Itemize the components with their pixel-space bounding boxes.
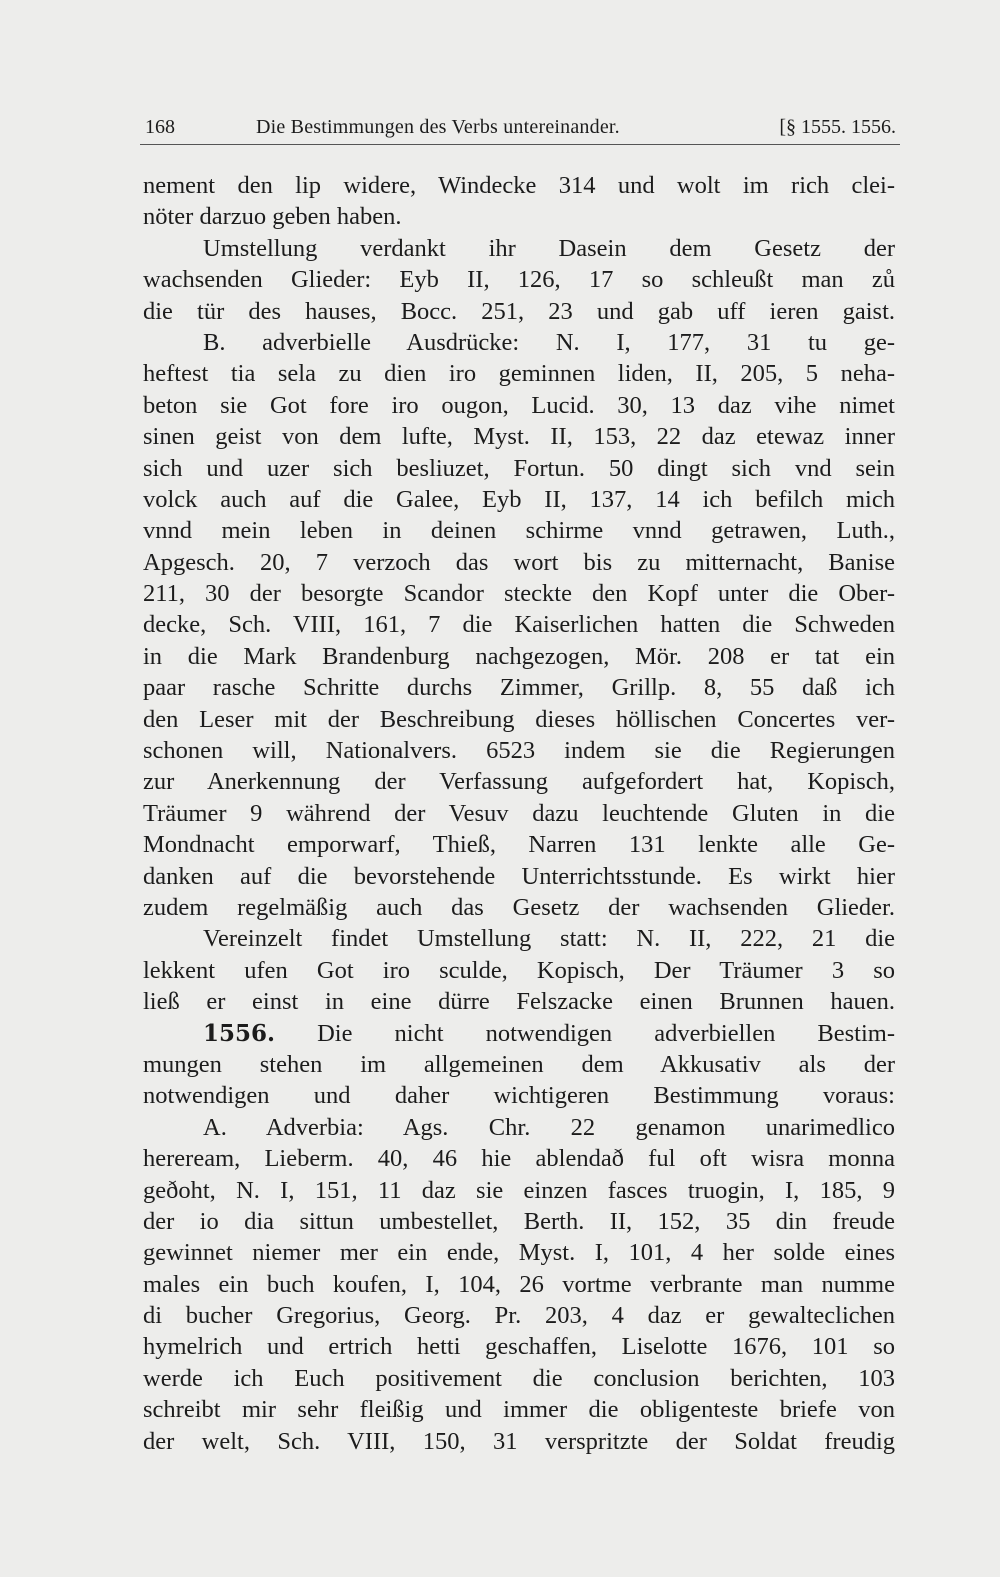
section-reference: [§ 1555. 1556.	[779, 116, 896, 138]
running-title: Die Bestimmungen des Verbs untereinander.	[256, 116, 620, 138]
text-line: Vereinzelt findet Umstellung statt: N. II, 222, 21 die	[203, 925, 895, 953]
text-line: wachsenden Glieder: Eyb II, 126, 17 so schleußt man zů	[143, 266, 895, 294]
text-line: zur Anerkennung der Verfassung aufgefordert hat, Kopisch,	[143, 768, 895, 796]
text-line: hereream, Lieberm. 40, 46 hie ablendað ful oft wisra monna	[143, 1145, 895, 1173]
text-line: den Leser mit der Beschreibung dieses höllischen Concertes ver-	[143, 705, 895, 733]
text-line: sich und uzer sich besliuzet, Fortun. 50 dingt sich vnd sein	[143, 454, 895, 482]
text-line: nement den lip widere, Windecke 314 und wolt im rich clei-	[143, 172, 895, 199]
text-line: di bucher Gregorius, Georg. Pr. 203, 4 daz er gewalteclichen	[143, 1302, 895, 1330]
text-line: in die Mark Brandenburg nachgezogen, Mör. 208 er tat ein	[143, 642, 895, 670]
text-line: Träumer 9 während der Vesuv dazu leuchtende Gluten in die	[143, 799, 895, 827]
text-line: sinen geist von dem lufte, Myst. II, 153, 22 daz etewaz inner	[143, 423, 895, 451]
text-line: geðoht, N. I, 151, 11 daz sie einzen fasces truogin, I, 185, 9	[143, 1176, 895, 1204]
text-line: Apgesch. 20, 7 verzoch das wort bis zu mitternacht, Banise	[143, 548, 895, 576]
text-line: decke, Sch. VIII, 161, 7 die Kaiserlichen hatten die Schweden	[143, 611, 895, 639]
text-line: nöter darzuo geben haben.	[143, 203, 402, 231]
text-line: paar rasche Schritte durchs Zimmer, Grillp. 8, 55 daß ich	[143, 674, 895, 702]
text-line: males ein buch koufen, I, 104, 26 vortme verbrante man numme	[143, 1270, 895, 1298]
text-line: lekkent ufen Got iro sculde, Kopisch, Der Träumer 3 so	[143, 956, 895, 984]
text-line: schonen will, Nationalvers. 6523 indem sie die Regierungen	[143, 737, 895, 765]
text-line: der io dia sittun umbestellet, Berth. II, 152, 35 din freude	[143, 1207, 895, 1235]
section-start-line	[143, 1018, 895, 1049]
text-line: notwendigen und daher wichtigeren Bestimmung voraus:	[143, 1082, 895, 1110]
text-line: zudem regelmäßig auch das Gesetz der wachsenden Glieder.	[143, 893, 895, 921]
text-line: der welt, Sch. VIII, 150, 31 verspritzte der Soldat freudig	[143, 1427, 895, 1455]
text-line: beton sie Got fore iro ougon, Lucid. 30, 13 daz vihe nimet	[143, 391, 895, 419]
body-text	[143, 170, 895, 1457]
text-line: werde ich Euch positivement die conclusion berichten, 103	[143, 1364, 895, 1392]
text-line: mungen stehen im allgemeinen dem Akkusativ als der	[143, 1050, 895, 1078]
text-line: danken auf die bevorstehende Unterrichtsstunde. Es wirkt hier	[143, 862, 895, 890]
text-line: die tür des hauses, Bocc. 251, 23 und gab uff ieren gaist.	[143, 297, 895, 325]
header-rule	[140, 144, 900, 145]
text-line: heftest tia sela zu dien iro geminnen liden, II, 205, 5 neha-	[143, 360, 895, 388]
page-number: 168	[145, 116, 175, 138]
text-line: B. adverbielle Ausdrücke: N. I, 177, 31 tu ge-	[203, 328, 895, 356]
text-line: 211, 30 der besorgte Scandor steckte den Kopf unter die Ober-	[143, 580, 895, 608]
text-line: gewinnet niemer mer ein ende, Myst. I, 101, 4 her solde eines	[143, 1239, 895, 1267]
text-line: hymelrich und ertrich hetti geschaffen, Liselotte 1676, 101 so	[143, 1333, 895, 1361]
text-line: ließ er einst in eine dürre Felszacke einen Brunnen hauen.	[143, 988, 895, 1016]
text-line: Die nicht notwendigen adverbiellen Bestim-	[317, 1019, 895, 1047]
text-line: schreibt mir sehr fleißig und immer die obligenteste briefe von	[143, 1396, 895, 1424]
section-number: 1556.	[203, 1019, 276, 1047]
running-header	[140, 116, 900, 146]
text-line: Umstellung verdankt ihr Dasein dem Gesetz der	[203, 234, 895, 262]
text-line: volck auch auf die Galee, Eyb II, 137, 14 ich befilch mich	[143, 485, 895, 513]
text-line: Mondnacht emporwarf, Thieß, Narren 131 lenkte alle Ge-	[143, 831, 895, 859]
text-line: A. Adverbia: Ags. Chr. 22 genamon unarimedlico	[203, 1113, 895, 1141]
text-line: vnnd mein leben in deinen schirme vnnd getrawen, Luth.,	[143, 517, 895, 545]
